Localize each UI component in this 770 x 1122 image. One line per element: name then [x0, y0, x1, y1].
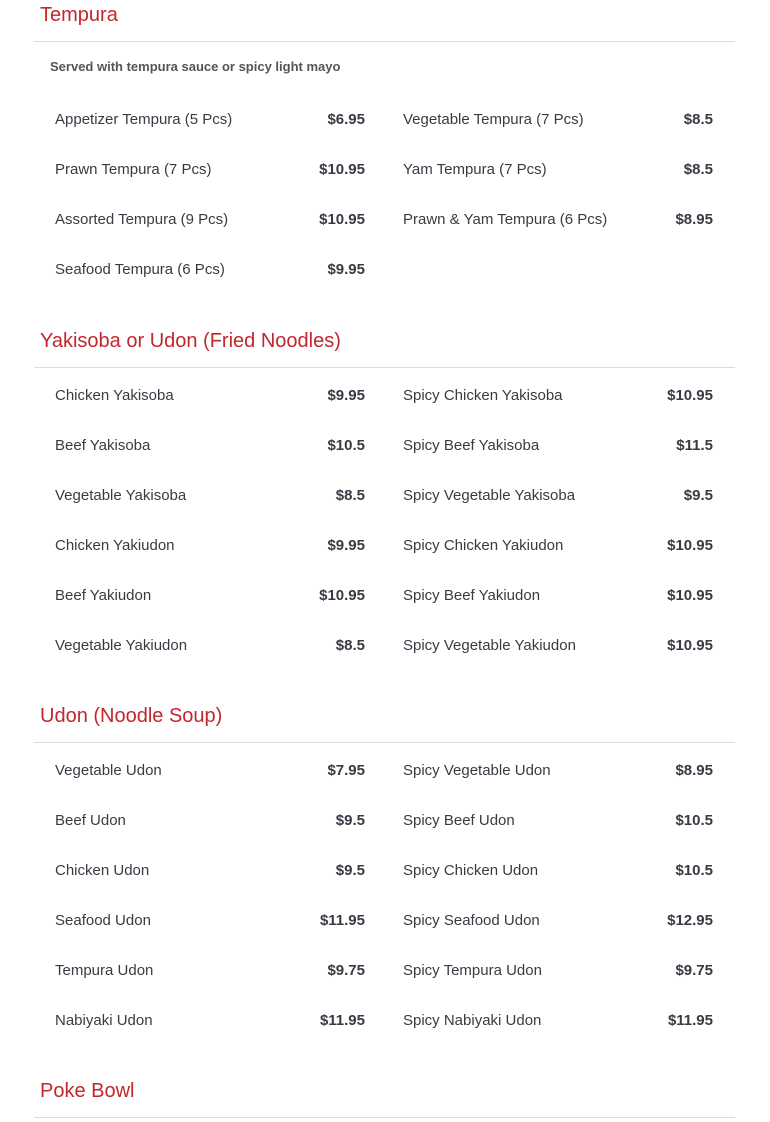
item-price: $10.95 — [319, 211, 365, 228]
item-price: $7.95 — [327, 762, 365, 779]
menu-item — [55, 436, 365, 456]
item-price: $11.5 — [676, 437, 713, 454]
item-price: $10.95 — [667, 637, 713, 654]
item-price: $9.5 — [335, 812, 365, 829]
menu-item — [403, 1011, 713, 1031]
menu-item — [403, 911, 713, 931]
menu-item — [55, 761, 365, 781]
item-name: Yam Tempura (7 Pcs) — [403, 161, 547, 178]
item-name: Spicy Beef Udon — [403, 812, 515, 829]
menu-item — [55, 486, 365, 506]
item-name: Appetizer Tempura (5 Pcs) — [55, 111, 233, 128]
item-name: Spicy Seafood Udon — [403, 912, 540, 929]
item-price: $9.75 — [675, 962, 713, 979]
item-price: $9.95 — [327, 261, 365, 278]
section-divider — [34, 742, 735, 743]
item-price: $8.5 — [335, 637, 365, 654]
menu-item — [55, 536, 365, 556]
item-name: Spicy Beef Yakisoba — [403, 437, 540, 454]
item-price: $8.5 — [335, 487, 365, 504]
section-title: Poke Bowl — [40, 1080, 135, 1102]
menu-item — [55, 386, 365, 406]
menu-item — [403, 486, 713, 506]
item-price: $10.95 — [319, 161, 365, 178]
item-name: Vegetable Yakisoba — [55, 487, 187, 504]
item-name: Nabiyaki Udon — [55, 1012, 153, 1029]
menu-item — [403, 586, 713, 606]
item-price: $10.95 — [319, 587, 365, 604]
menu-item — [403, 536, 713, 556]
item-price: $10.5 — [675, 862, 713, 879]
item-price: $10.95 — [667, 587, 713, 604]
item-name: Seafood Udon — [55, 912, 151, 929]
item-name: Vegetable Yakiudon — [55, 637, 188, 654]
menu-item — [55, 811, 365, 831]
item-name: Tempura Udon — [55, 962, 154, 979]
section-title: Yakisoba or Udon (Fried Noodles) — [40, 330, 341, 352]
section-divider — [34, 1117, 735, 1118]
item-name: Prawn Tempura (7 Pcs) — [55, 161, 212, 178]
section-title: Udon (Noodle Soup) — [40, 705, 223, 727]
item-name: Spicy Vegetable Yakiudon — [403, 637, 576, 654]
item-name: Spicy Chicken Yakiudon — [403, 537, 564, 554]
section-divider — [34, 41, 735, 42]
section-note: Served with tempura sauce or spicy light mayo — [50, 59, 341, 74]
menu-item — [55, 961, 365, 981]
item-name: Chicken Udon — [55, 862, 150, 879]
menu-item — [403, 210, 713, 230]
item-price: $9.5 — [335, 862, 365, 879]
menu-item — [55, 260, 365, 280]
menu-item — [403, 961, 713, 981]
menu-item — [55, 911, 365, 931]
item-price: $8.5 — [683, 161, 713, 178]
item-name: Spicy Tempura Udon — [403, 962, 542, 979]
menu-item — [55, 1011, 365, 1031]
item-name: Spicy Beef Yakiudon — [403, 587, 541, 604]
item-name: Assorted Tempura (9 Pcs) — [55, 211, 229, 228]
menu-item — [55, 586, 365, 606]
item-price: $9.75 — [327, 962, 365, 979]
item-price: $8.95 — [675, 211, 713, 228]
menu-item — [55, 110, 365, 130]
item-name: Vegetable Udon — [55, 762, 162, 779]
item-name: Spicy Chicken Yakisoba — [403, 387, 563, 404]
menu-item — [403, 861, 713, 881]
item-price: $10.5 — [675, 812, 713, 829]
item-price: $8.95 — [675, 762, 713, 779]
item-name: Chicken Yakisoba — [55, 387, 174, 404]
item-name: Spicy Vegetable Yakisoba — [403, 487, 576, 504]
menu-item — [403, 811, 713, 831]
section-divider — [34, 367, 735, 368]
item-price: $9.5 — [683, 487, 713, 504]
item-name: Vegetable Tempura (7 Pcs) — [403, 111, 584, 128]
menu-item — [55, 636, 365, 656]
menu-item — [403, 636, 713, 656]
item-price: $6.95 — [327, 111, 365, 128]
menu-item — [403, 761, 713, 781]
item-price: $10.95 — [667, 537, 713, 554]
item-price: $9.95 — [327, 537, 365, 554]
item-name: Spicy Nabiyaki Udon — [403, 1012, 542, 1029]
item-name: Prawn & Yam Tempura (6 Pcs) — [403, 211, 608, 228]
item-price: $10.95 — [667, 387, 713, 404]
item-price: $11.95 — [319, 1012, 365, 1029]
section-title: Tempura — [40, 4, 118, 26]
item-price: $9.95 — [327, 387, 365, 404]
menu-item — [55, 210, 365, 230]
item-price: $10.5 — [327, 437, 365, 454]
menu-item — [403, 436, 713, 456]
item-name: Chicken Yakiudon — [55, 537, 175, 554]
menu-item — [403, 386, 713, 406]
menu-item — [55, 160, 365, 180]
menu-item — [403, 160, 713, 180]
item-name: Beef Yakiudon — [55, 587, 152, 604]
item-price: $11.95 — [667, 1012, 713, 1029]
item-name: Beef Yakisoba — [55, 437, 151, 454]
item-price: $12.95 — [667, 912, 713, 929]
item-price: $8.5 — [683, 111, 713, 128]
item-price: $11.95 — [319, 912, 365, 929]
item-name: Beef Udon — [55, 812, 126, 829]
menu-item — [55, 861, 365, 881]
item-name: Seafood Tempura (6 Pcs) — [55, 261, 225, 278]
menu-item — [403, 110, 713, 130]
item-name: Spicy Vegetable Udon — [403, 762, 551, 779]
item-name: Spicy Chicken Udon — [403, 862, 539, 879]
